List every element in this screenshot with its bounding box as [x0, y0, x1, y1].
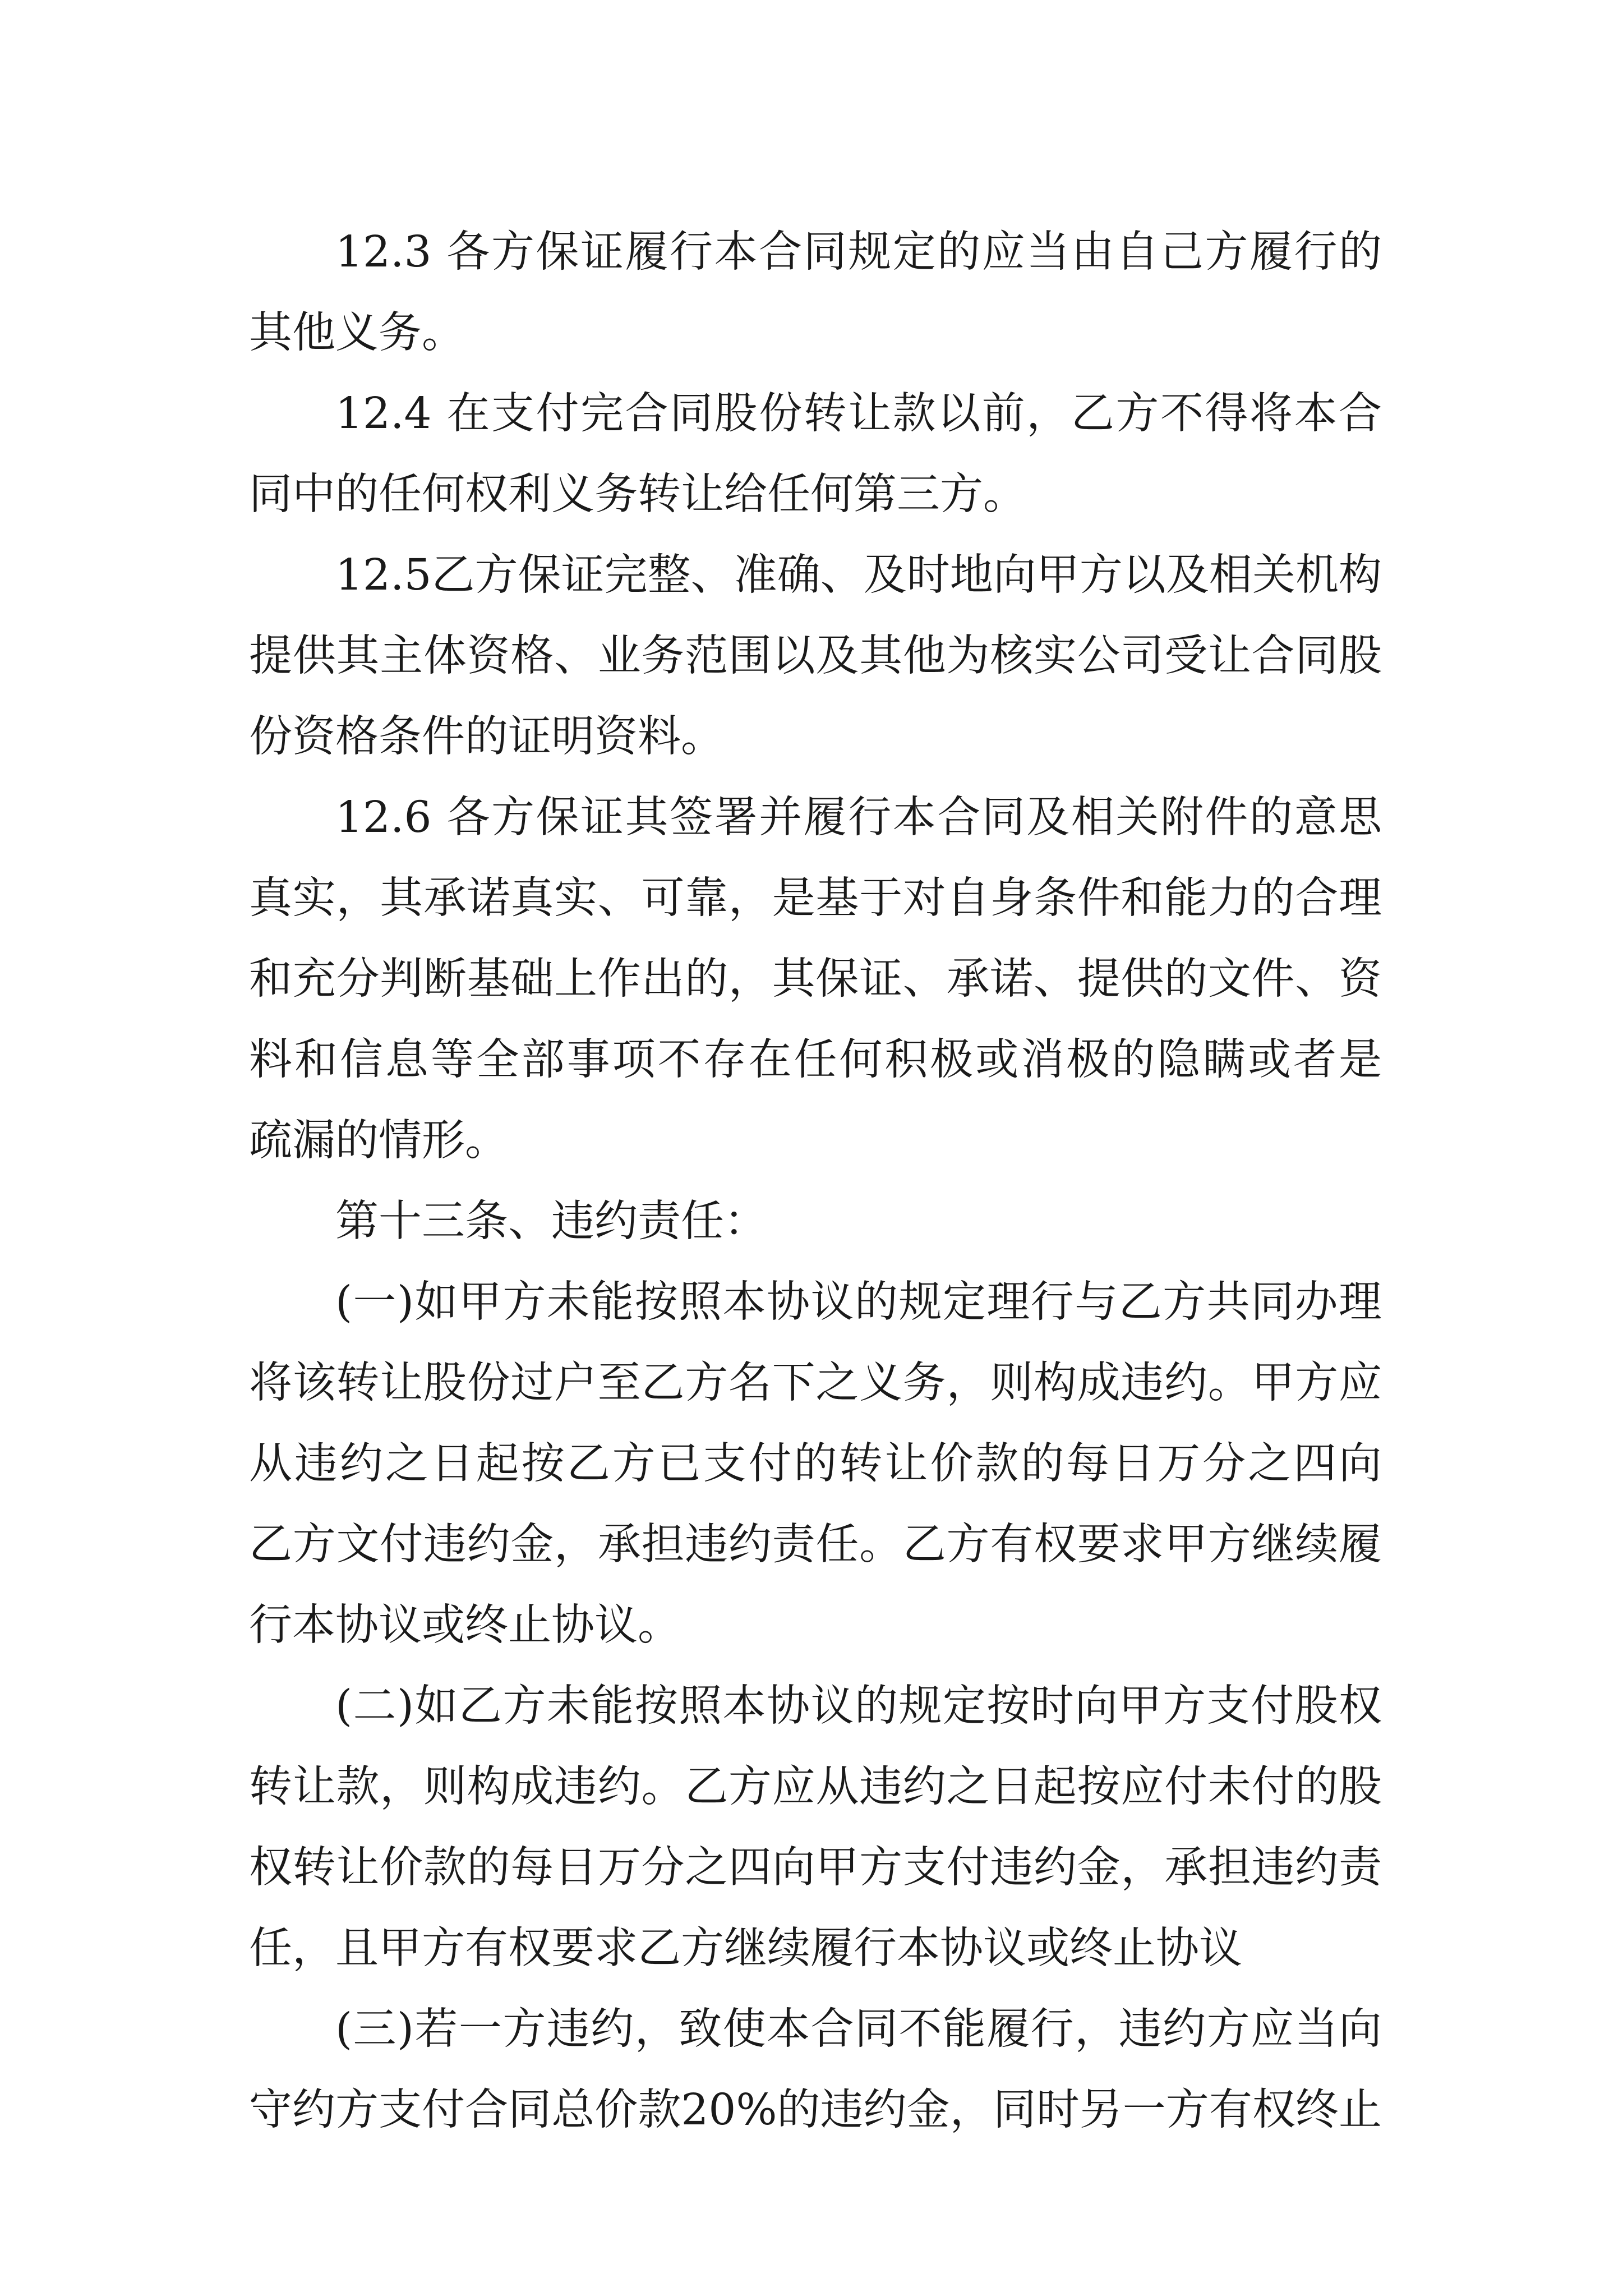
- text-line: 权转让价款的每日万分之四向甲方支付违约金，承担违约责: [249, 1843, 1382, 1893]
- section-heading: 第十三条、违约责任：: [335, 1197, 767, 1246]
- text-line: 提供其主体资格、业务范围以及其他为核实公司受让合同股: [249, 631, 1382, 681]
- paragraph-12-3: [249, 212, 1382, 374]
- text-line: (二)如乙方未能按照本协议的规定按时向甲方支付股权: [335, 1681, 1382, 1731]
- text-line: 将该转让股份过户至乙方名下之义务，则构成违约。甲方应: [249, 1358, 1382, 1408]
- text-line: (三)若一方违约，致使本合同不能履行，违约方应当向: [335, 2004, 1382, 2054]
- text-line: 12.5乙方保证完整、准确、及时地向甲方以及相关机构: [335, 550, 1382, 600]
- section-heading-article-13: [249, 1181, 1382, 1262]
- paragraph-clause-1: [249, 1262, 1382, 1666]
- text-line: 料和信息等全部事项不存在任何积极或消极的隐瞒或者是: [249, 1035, 1382, 1085]
- text-line: 同中的任何权利义务转让给任何第三方。: [249, 470, 1026, 519]
- text-line: 疏漏的情形。: [249, 1116, 508, 1166]
- text-line: 行本协议或终止协议。: [249, 1600, 681, 1650]
- text-line: 和充分判断基础上作出的，其保证、承诺、提供的文件、资: [249, 954, 1382, 1004]
- paragraph-clause-3: [249, 1989, 1382, 2151]
- text-line: 任，且甲方有权要求乙方继续履行本协议或终止协议: [249, 1924, 1242, 1973]
- text-line: 12.4 在支付完合同股份转让款以前，乙方不得将本合: [335, 389, 1382, 439]
- text-line: 份资格条件的证明资料。: [249, 712, 724, 762]
- paragraph-12-4: [249, 374, 1382, 535]
- paragraph-12-6: [249, 777, 1382, 1181]
- text-line: 乙方文付违约金，承担违约责任。乙方有权要求甲方继续履: [249, 1520, 1382, 1570]
- text-line: 12.6 各方保证其签署并履行本合同及相关附件的意思: [335, 793, 1382, 843]
- text-line: 从违约之日起按乙方已支付的转让价款的每日万分之四向: [249, 1439, 1382, 1489]
- paragraph-12-5: [249, 535, 1382, 777]
- text-line: 守约方支付合同总价款20%的违约金，同时另一方有权终止: [249, 2085, 1382, 2135]
- text-line: 其他义务。: [249, 308, 465, 358]
- text-line: 12.3 各方保证履行本合同规定的应当由自己方履行的: [335, 227, 1382, 277]
- text-line: 转让款，则构成违约。乙方应从违约之日起按应付未付的股: [249, 1762, 1382, 1812]
- document-body: [249, 212, 1382, 2151]
- text-line: (一)如甲方未能按照本协议的规定理行与乙方共同办理: [335, 1277, 1382, 1327]
- text-line: 真实，其承诺真实、可靠，是基于对自身条件和能力的合理: [249, 873, 1382, 923]
- paragraph-clause-2: [249, 1666, 1382, 1989]
